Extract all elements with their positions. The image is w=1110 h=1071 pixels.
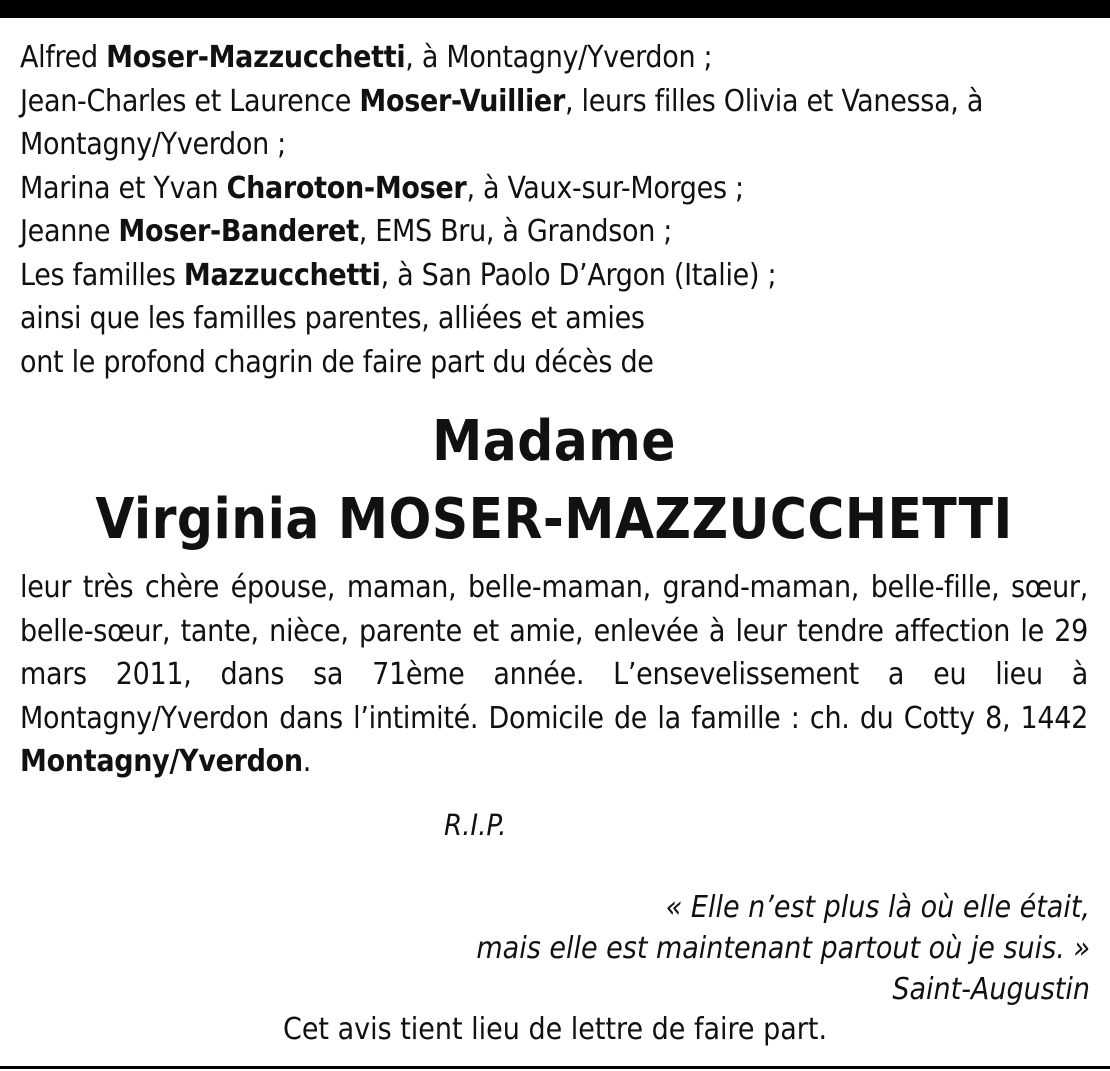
deceased-name: Virginia MOSER-MAZZUCCHETTI [95,487,1013,552]
family-list [20,36,1088,384]
obituary-paragraph: leur très chère épouse, maman, belle-maman, grand-maman, belle-fille, sœur, belle-sœur, tante, nièce, parente et amie, enlevée à leur tendre affection le 29 mars 2011, dans sa 71ème année. L’ensevelissement a eu lieu à Montagny/Yverdon dans l’intimité. Domicile de la famille : ch. du Cotty 8, 1442 Montagny/Yverdon. [20,570,1088,779]
top-rule [0,0,1110,18]
quote-block [476,887,1090,1010]
family-line: ont le profond chagrin de faire part du décès de [20,344,654,380]
rip-text: R.I.P. [444,808,507,842]
family-line: Les familles Mazzucchetti, à San Paolo D’Argon (Italie) ; [20,257,777,293]
footer-note: Cet avis tient lieu de lettre de faire part. [282,1012,828,1047]
family-line: ainsi que les familles parentes, alliées et amies [20,301,645,336]
domicile-place: Montagny/Yverdon [20,744,303,779]
family-line: Jean-Charles et Laurence Moser-Vuillier, leurs filles Olivia et Vanessa, à [20,83,984,119]
quote-line: « Elle n’est plus là où elle était, [665,890,1090,925]
quote-line: mais elle est maintenant partout où je suis. » [476,931,1090,966]
family-line: Jeanne Moser-Banderet, EMS Bru, à Grandson ; [20,214,673,249]
deceased-honorific: Madame [432,409,676,474]
family-line: Alfred Moser-Mazzucchetti, à Montagny/Yverdon ; [20,40,713,75]
notice-body [20,36,1088,784]
family-line: Montagny/Yverdon ; [20,127,286,162]
deceased-title [20,406,1088,556]
bottom-rule [0,1066,1110,1069]
quote-author: Saint-Augustin [892,972,1090,1007]
family-line: Marina et Yvan Charoton-Moser, à Vaux-sur-Morges ; [20,170,744,206]
